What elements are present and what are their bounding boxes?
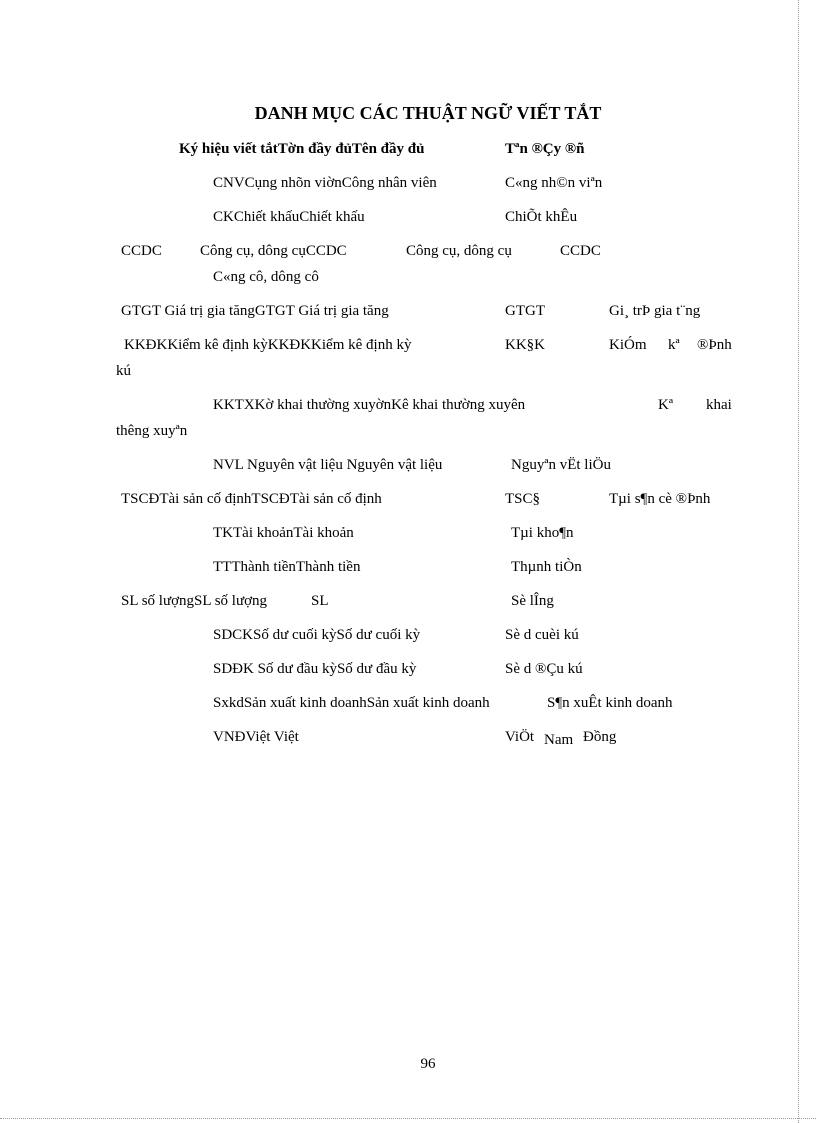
- page-right-border: [798, 0, 800, 1123]
- row-vnd-encoded-1: ViÖt: [505, 729, 535, 745]
- row-kkdk-text: KKĐKKiểm kê định kỳKKĐKKiểm kê định kỳ: [124, 337, 412, 353]
- row-sl-abbr: SL: [311, 593, 329, 609]
- row-tk-text: TKTài khoảnTài khoản: [213, 525, 354, 541]
- row-nvl-text: NVL Nguyên vật liệu Nguyên vật liệu: [213, 457, 443, 473]
- row-sl-encoded: Sè lÎng: [511, 593, 554, 609]
- row-kkdk-abbr: KK§K: [505, 337, 545, 353]
- row-cnv-encoded: C«ng nh©n viªn: [505, 175, 603, 191]
- row-tk-encoded: Tµi kho¶n: [511, 525, 574, 541]
- row-ccdc-text: Công cụ, dông cụCCDC: [200, 243, 347, 259]
- row-sdck-encoded: Sè d cuèi kú: [505, 627, 579, 643]
- row-kktx-encoded-2: khai: [706, 397, 732, 413]
- row-sxkd-text: SxkdSản xuất kinh doanhSản xuất kinh doanh: [213, 695, 490, 711]
- row-tscd-abbr: TSC§: [505, 491, 541, 507]
- row-ck-text: CKChiết khấuChiết khấu: [213, 209, 365, 225]
- row-sddk-encoded: Sè d ®Çu kú: [505, 661, 583, 677]
- row-sxkd-encoded: S¶n xuÊt kinh doanh: [547, 695, 673, 711]
- row-cnv-text: CNVCụng nhõn viờnCông nhân viên: [213, 175, 437, 191]
- row-vnd-encoded-2: Nam: [544, 732, 574, 748]
- row-sl-text: SL số lượngSL số lượng: [121, 593, 268, 609]
- row-ccdc-abbr-2: CCDC: [560, 243, 601, 259]
- row-tt-encoded: Thµnh tiÒn: [511, 559, 582, 575]
- row-kktx-wrap: thêng xuyªn: [116, 423, 188, 439]
- row-kkdk-encoded-3: ®Þnh: [697, 337, 732, 353]
- page-number: 96: [420, 1056, 436, 1072]
- row-tscd-encoded: Tµi s¶n cè ®Þnh: [609, 491, 711, 507]
- row-tscd-text: TSCĐTài sản cố địnhTSCĐTài sản cố định: [121, 491, 382, 507]
- row-nvl-encoded: Nguyªn vËt liÖu: [511, 457, 611, 473]
- row-vnd-encoded-3: Đồng: [583, 729, 617, 745]
- row-gtgt-encoded: Gi¸ trÞ gia t¨ng: [609, 303, 701, 319]
- row-kkdk-encoded-1: KiÓm: [609, 337, 647, 353]
- row-sddk-text: SDĐK Số dư đầu kỳSố dư đầu kỳ: [213, 661, 417, 677]
- row-kkdk-wrap: kú: [116, 363, 131, 379]
- row-kktx-text: KKTXKờ khai thường xuyờnKê khai thường xuyên: [213, 397, 526, 413]
- header-col-abbreviation: Ký hiệu viết tắtTờn đầy đủTên đầy đủ: [179, 141, 425, 157]
- row-tt-text: TTThành tiềnThành tiền: [213, 559, 361, 575]
- row-kktx-encoded-1: Kª: [658, 397, 673, 413]
- row-gtgt-abbr: GTGT: [505, 303, 545, 319]
- page-bottom-border: [0, 1118, 816, 1120]
- row-gtgt-text: GTGT Giá trị gia tăngGTGT Giá trị gia tăng: [121, 303, 389, 319]
- row-ccdc-encoded: C«ng cô, dông cô: [213, 269, 319, 285]
- row-ck-encoded: ChiÕt khÊu: [505, 209, 578, 225]
- row-vnd-text: VNĐViệt Việt: [213, 729, 299, 745]
- page-title: DANH MỤC CÁC THUẬT NGỮ VIẾT TẮT: [254, 103, 602, 123]
- header-col-encoded: Tªn ®Çy ®ñ: [505, 141, 585, 157]
- row-ccdc-fullname: Công cụ, dông cụ: [406, 243, 512, 259]
- row-ccdc-abbr: CCDC: [121, 243, 162, 259]
- row-sdck-text: SDCKSố dư cuối kỳSố dư cuối kỳ: [213, 627, 421, 643]
- row-kkdk-encoded-2: kª: [668, 337, 680, 353]
